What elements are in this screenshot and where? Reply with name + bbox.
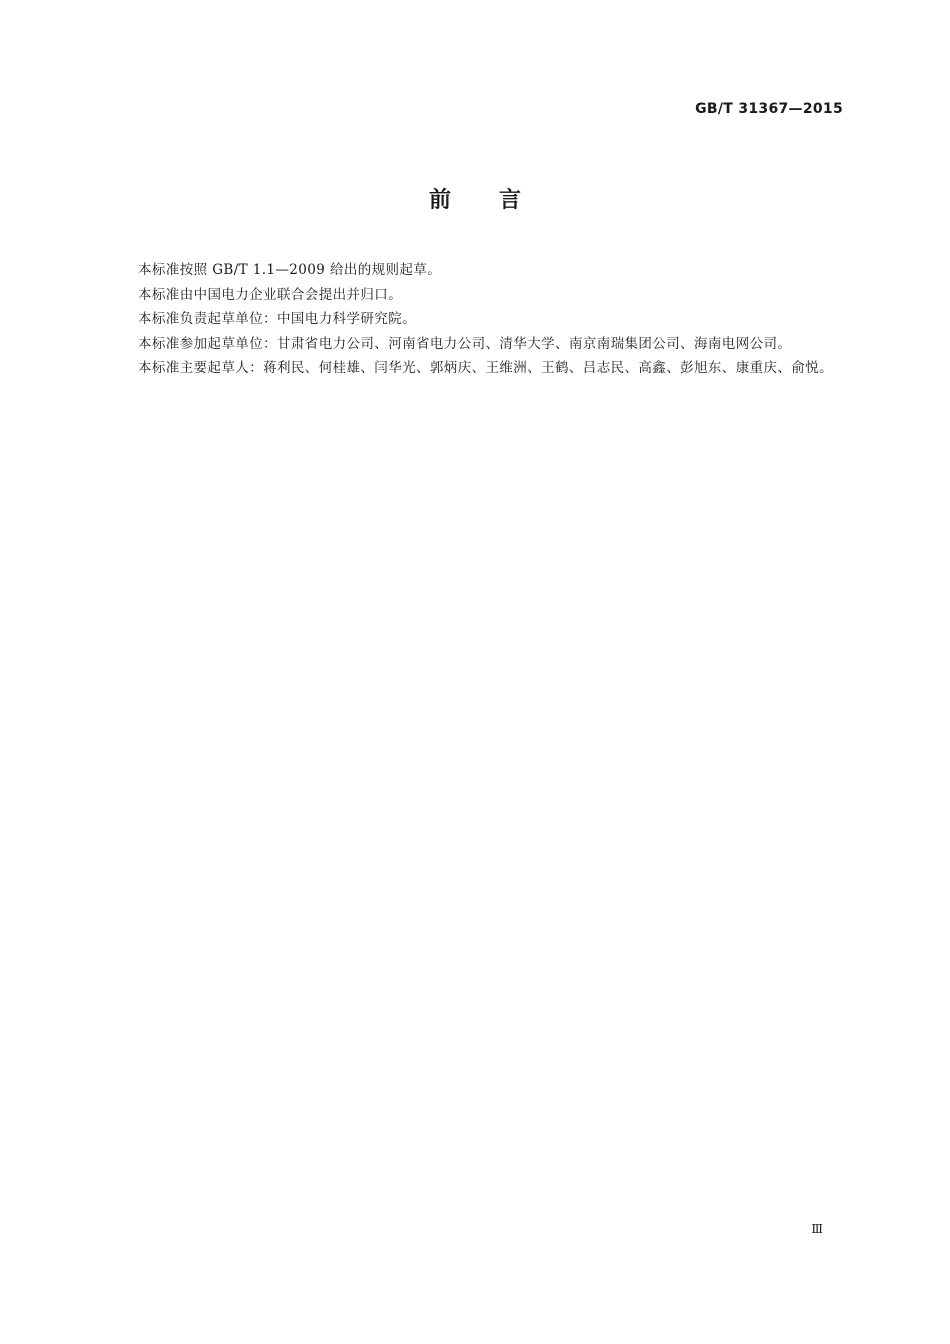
foreword-body [108, 258, 844, 381]
paragraph-lead-drafter: 本标准负责起草单位：中国电力科学研究院。 [138, 311, 416, 327]
page-number: Ⅲ [811, 1222, 823, 1236]
paragraph-main-drafters: 本标准主要起草人：蒋利民、何桂雄、闫华光、郭炳庆、王维洲、王鹤、吕志民、高鑫、彭旭东、康重庆、俞悦。 [138, 360, 833, 376]
paragraph-proposer: 本标准由中国电力企业联合会提出并归口。 [138, 286, 403, 303]
paragraph-drafting-rules: 本标准按照 GB/T 1.1—2009 给出的规则起草。 [138, 262, 442, 278]
page-title: 前言 [428, 188, 569, 213]
standard-code: GB/T 31367—2015 [695, 101, 843, 117]
paragraph-participating-drafters: 本标准参加起草单位：甘肃省电力公司、河南省电力公司、清华大学、南京南瑞集团公司、海南电网公司。 [138, 335, 792, 352]
